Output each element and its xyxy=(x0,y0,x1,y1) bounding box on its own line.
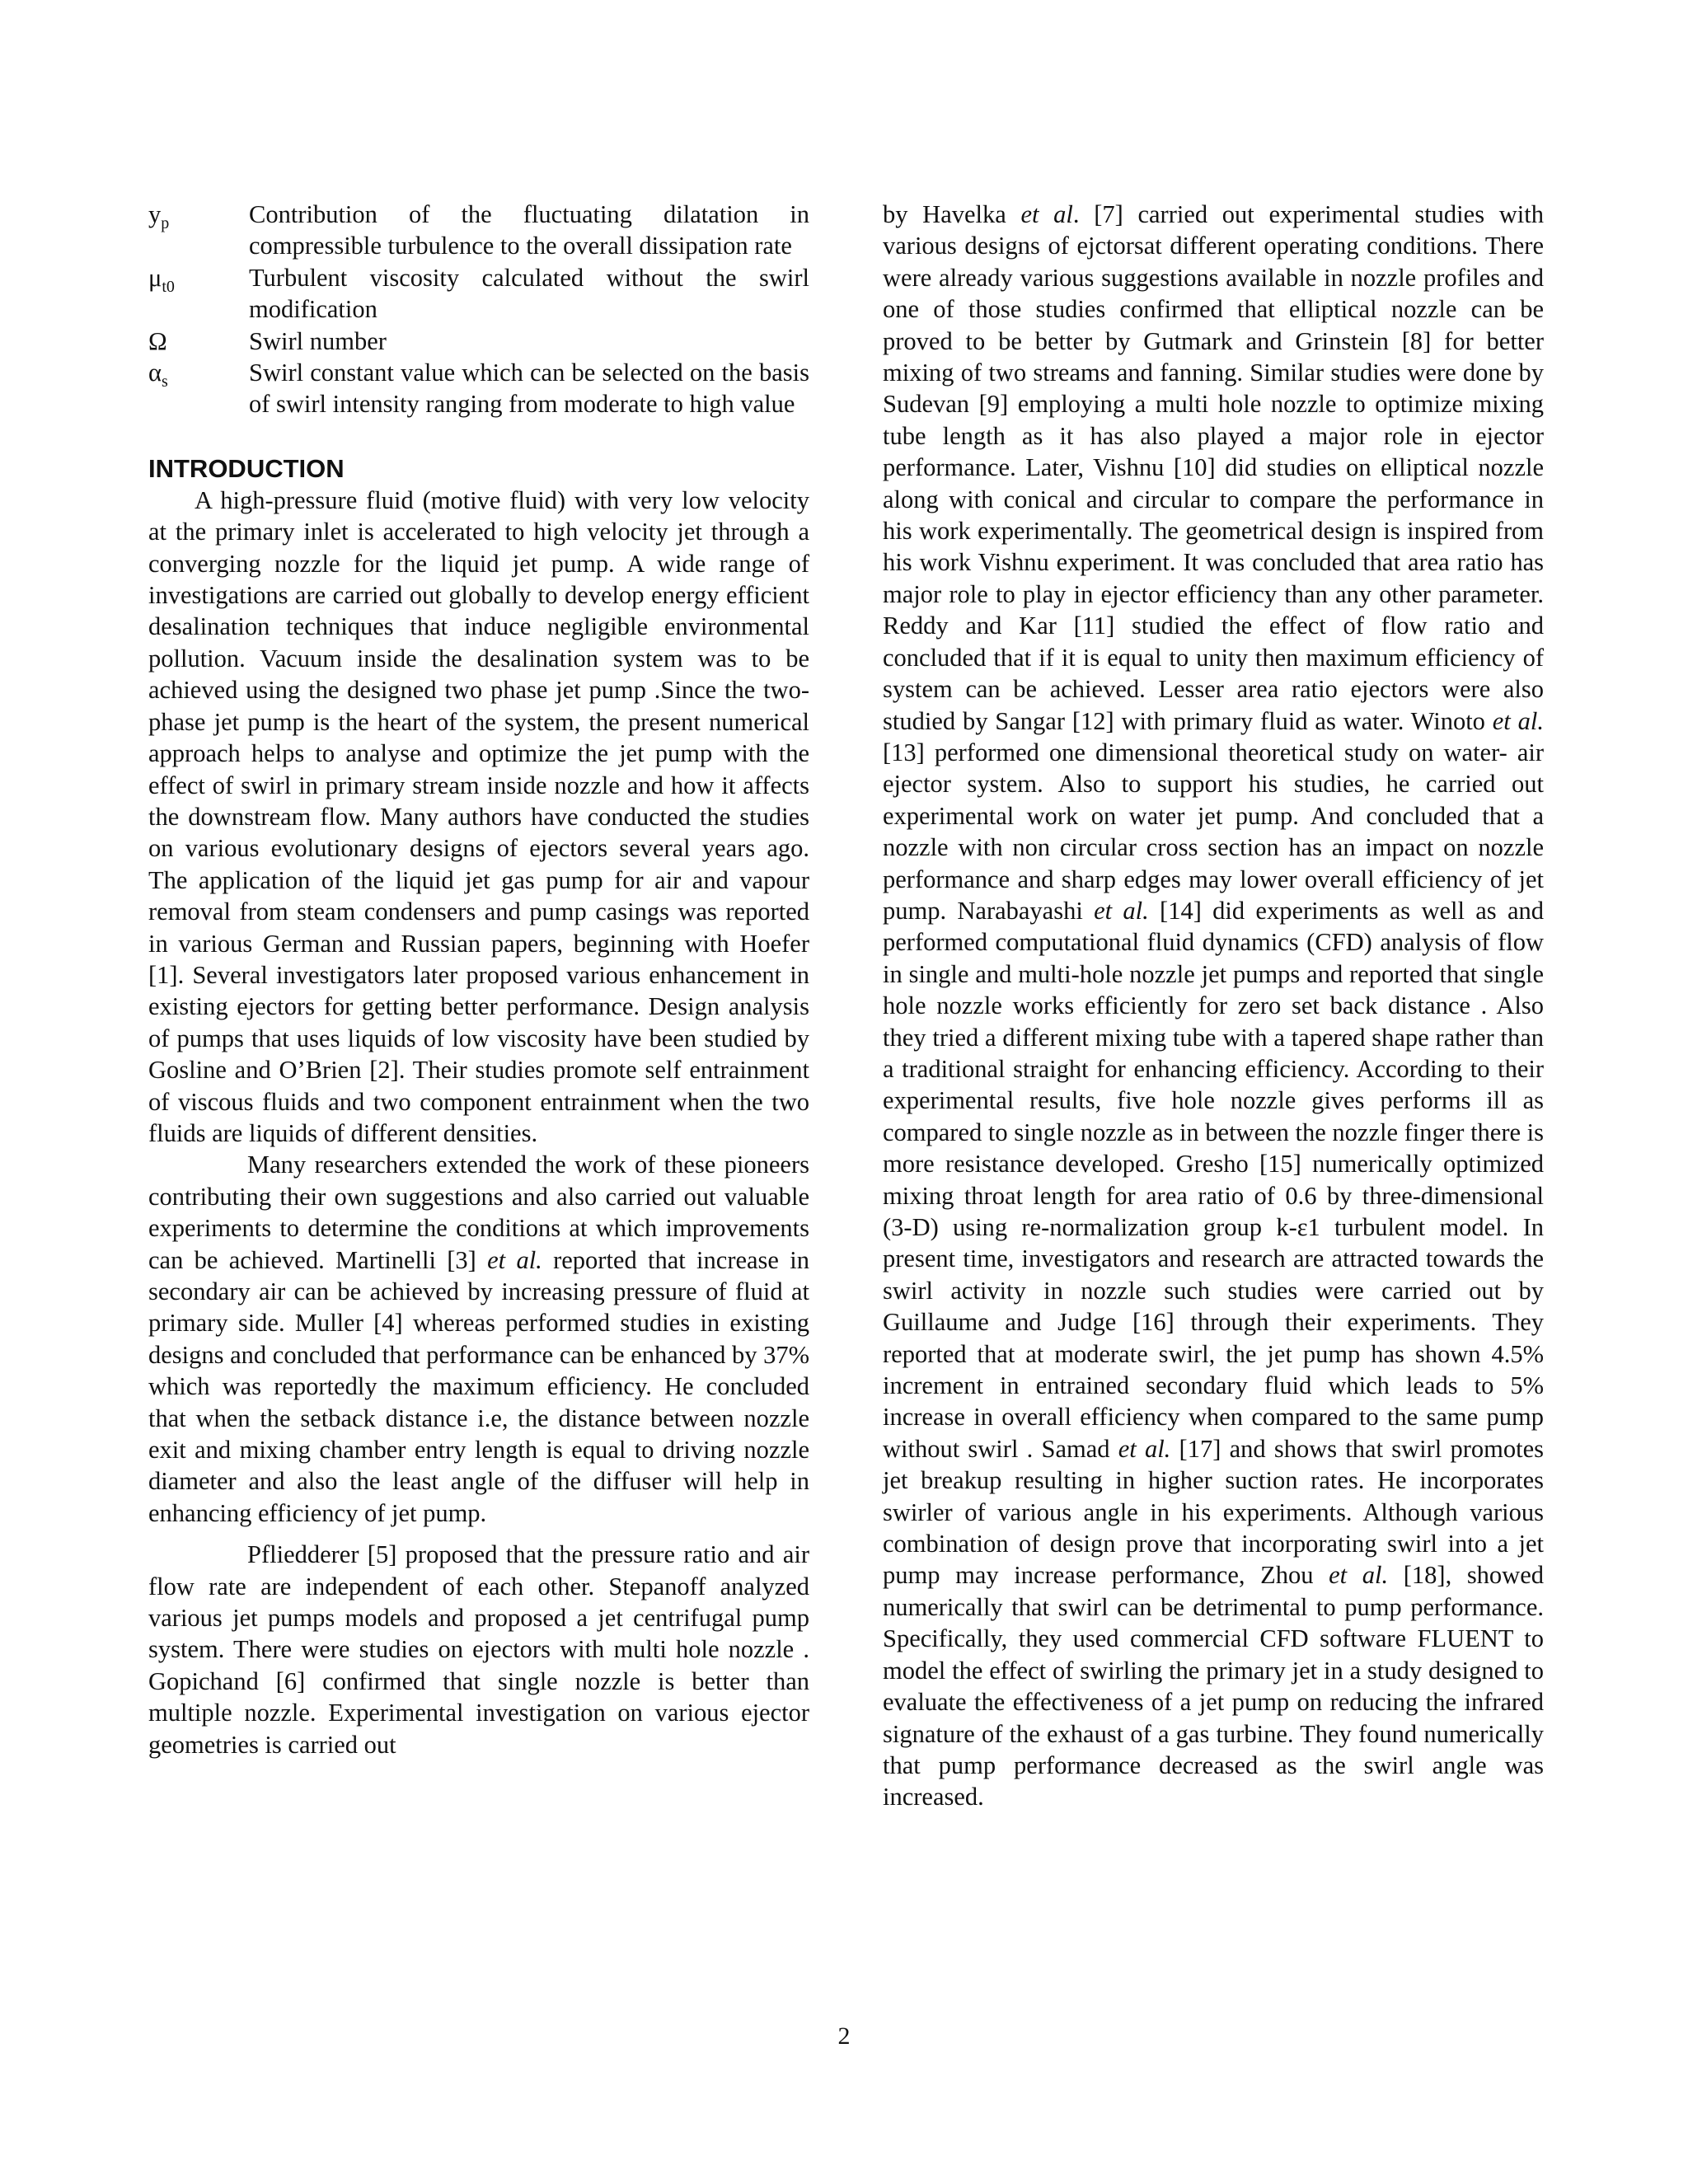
nomenclature-definition: Contribution of the fluctuating dilatation in compressible turbulence to the overall dissipation rate xyxy=(249,200,809,260)
right-column xyxy=(883,199,1544,1813)
nomenclature-symbol: Ω xyxy=(148,326,167,355)
nomenclature-row xyxy=(148,357,809,420)
nomenclature-definition: Swirl number xyxy=(249,326,387,355)
nomenclature-definition: Swirl constant value which can be selected on the basis of swirl intensity ranging from moderate to high value xyxy=(249,359,809,419)
nomenclature-row xyxy=(148,262,809,326)
section-heading: INTRODUCTION xyxy=(148,453,345,483)
nomenclature-symbol: $\alpha_s$ xyxy=(148,359,168,391)
intro-paragraph-2: Many researchers extended the work of these pioneers contributing their own suggestions and also carried out valuable experiments to determine the conditions at which improvements can be achieved. Martinelli [3] et al. reported that increase in secondary air can be achieved by increasing pressure of fluid at primary side. Muller [4] whereas performed studies in existing designs and concluded that performance can be enhanced by 37% which was reportedly the maximum efficiency. He concluded that when the setback distance i.e, the distance between nozzle exit and mixing chamber entry length is equal to driving nozzle diameter and also the least angle of the diffuser will help in enhancing efficiency of jet pump. xyxy=(148,1151,809,1527)
intro-paragraph-continued: by Havelka et al. [7] carried out experimental studies with various designs of ejctorsat different operating conditions. There were already various suggestions available in nozzle profiles and one of those studies confirmed that elliptical nozzle can be proved to be better by Gutmark and Grinstein [8] for better mixing of two streams and fanning. Similar studies were done by Sudevan [9] employing a multi hole nozzle to optimize mixing tube length as it has also played a major role in ejector performance. Later, Vishnu [10] did studies on elliptical nozzle along with conical and circular to compare the performance in his work experimentally. The geometrical design is inspired from his work Vishnu experiment. It was concluded that area ratio has major role to play in ejector efficiency than any other parameter. Reddy and Kar [11] studied the effect of flow ratio and concluded that if it is equal to unity then maximum efficiency of system can be achieved. Lesser area ratio ejectors were also studied by Sangar [12] with primary fluid as water. Winoto et al. [13] performed one dimensional theoretical study on water- air ejector system. Also to support his studies, he carried out experimental work on water jet pump. And concluded that a nozzle with non circular cross section has an impact on nozzle performance and sharp edges may lower overall efficiency of jet pump. Narabayashi et al. [14] did experiments as well as and performed computational fluid dynamics (CFD) analysis of flow in single and multi-hole nozzle jet pumps and reported that single hole nozzle works efficiently for zero set back distance . Also they tried a different mixing tube with a tapered shape rather than a traditional straight for enhancing efficiency. According to their experimental results, five hole nozzle gives performs ill as compared to single nozzle as in between the nozzle finger there is more resistance developed. Gresho [15] numerically optimized mixing throat length for area ratio of 0.6 by three-dimensional (3-D) using re-normalization group k-ε1 turbulent model. In present time, investigators and research are attracted towards the swirl activity in nozzle such studies were carried out by Guillaume and Judge [16] through their experiments. They reported that at moderate swirl, the jet pump has shown 4.5% increment in entrained secondary fluid which leads to 5% increase in overall efficiency when compared to the same pump without swirl . Samad et al. [17] and shows that swirl promotes jet breakup resulting in higher suction rates. He incorporates swirler of various angle in his experiments. Although various combination of design prove that incorporating swirl into a jet pump may increase performance, Zhou et al. [18], showed numerically that swirl can be detrimental to pump performance. Specifically, they used commercial CFD software FLUENT to model the effect of swirling the primary jet in a study designed to evaluate the effectiveness of a jet pump on reducing the infrared signature of the exhaust of a gas turbine. They found numerically that pump performance decreased as the swirl angle was increased. xyxy=(883,200,1545,1811)
nomenclature-symbol: $y_p$ xyxy=(148,200,170,233)
intro-paragraph-3: Pfliedderer [5] proposed that the pressure ratio and air flow rate are independent of each other. Stepanoff analyzed various jet pumps models and proposed a jet centrifugal pump system. There were studies on ejectors with multi hole nozzle . Gopichand [6] confirmed that single nozzle is better than multiple nozzle. Experimental investigation on various ejector geometries is carried out xyxy=(148,1540,809,1759)
page-number: 2 xyxy=(837,2022,851,2050)
nomenclature-row xyxy=(148,326,809,357)
nomenclature-definition: Turbulent viscosity calculated without the swirl modification xyxy=(249,263,809,324)
nomenclature-symbol: $\mu_{t0}$ xyxy=(148,263,175,296)
intro-paragraph-1: A high-pressure fluid (motive fluid) with very low velocity at the primary inlet is accelerated to high velocity jet through a converging nozzle for the liquid jet pump. A wide range of investigations are carried out globally to develop energy efficient desalination techniques that induce negligible environmental pollution. Vacuum inside the desalination system was to be achieved using the designed two phase jet pump .Since the two-phase jet pump is the heart of the system, the present numerical approach helps to analyse and optimize the jet pump with the effect of swirl in primary stream inside nozzle and how it affects the downstream flow. Many authors have conducted the studies on various evolutionary designs of ejectors several years ago. The application of the liquid jet gas pump for air and vapour removal from steam condensers and pump casings was reported in various German and Russian papers, beginning with Hoefer [1]. Several investigators later proposed various enhancement in existing ejectors for getting better performance. Design analysis of pumps that uses liquids of low viscosity have been studied by Gosline and O’Brien [2]. Their studies promote self entrainment of viscous fluids and two component entrainment when the two fluids are liquids of different densities. xyxy=(148,485,809,1147)
left-column xyxy=(148,199,809,1760)
nomenclature-row xyxy=(148,199,809,262)
